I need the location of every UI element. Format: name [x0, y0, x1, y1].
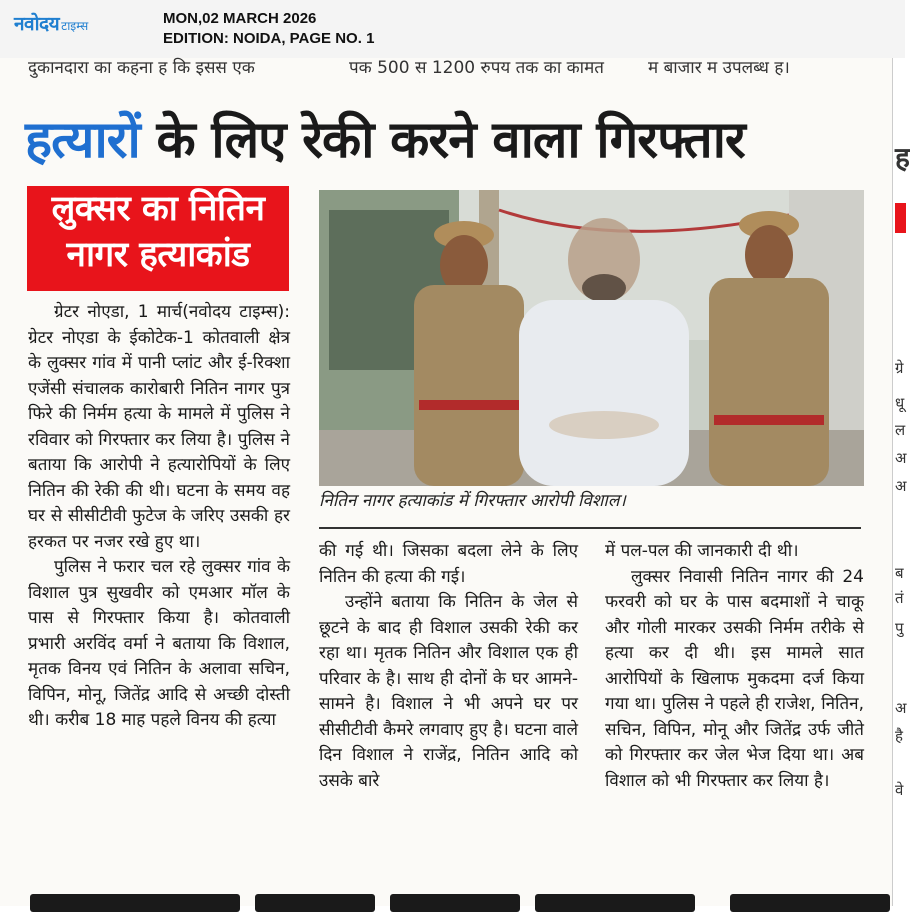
headline-highlight: हत्यारों — [25, 111, 140, 170]
photo-caption: नितिन नागर हत्याकांड में गिरफ्तार आरोपी विशाल। — [319, 491, 626, 511]
edition-line: EDITION: NOIDA, PAGE NO. 1 — [163, 30, 375, 47]
col1-paragraph-2: पुलिस ने फरार चल रहे लुक्सर गांव के विशाल पुत्र सुखवीर को एमआर मॉल के पास से गिरफ्तार किया है। कोतवाली प्रभारी अरविंद वर्मा ने बताया कि विशाल, मृतक विनय एवं नितिन के अलावा सचिन, विपिन, मोनू, जितेंद्र आदि से अच्छी दोस्ती थी। करीब 18 माह पहले विनय की हत्या — [28, 557, 290, 730]
prev-fragment-1: दुकानदारा का कहना ह कि इसस एक — [28, 58, 255, 78]
article-photo — [319, 190, 864, 486]
col2-paragraph-2: उन्होंने बताया कि नितिन के जेल से छूटने के बाद ही विशाल उसकी रेकी कर रहा था। मृतक नितिन और विशाल एक ही परिवार के है। साथ ही दोनों के घर आमने-सामने है। विशाल ने भी अपने घर पर सीसीटीवी कैमरे लगवाए हुए है। घटना वाले दिन विशाल ने राजेंद्र, नितिन आदि को उसके बारे — [319, 592, 578, 791]
strip-fragment: तं — [895, 589, 904, 607]
strip-fragment: है — [895, 727, 903, 745]
police-arrest-photo-icon — [319, 190, 864, 486]
col2-paragraph-1: की गई थी। जिसका बदला लेने के लिए नितिन की हत्या की गई। — [319, 541, 578, 587]
col1-paragraph-1: ग्रेटर नोएडा, 1 मार्च(नवोदय टाइम्स): ग्रेटर नोएडा के ईकोटेक-1 कोतवाली क्षेत्र के लुक्सर गांव में पानी प्लांट और ई-रिक्शा एजेंसी संचालक कारोबारी नितिन नागर पुत्र फिरे की निर्मम हत्या के मामले में पुलिस ने रविवार को गिरफ्तार कर लिया है। पुलिस ने बताया कि आरोपी ने हत्यारोपियों के लिए नितिन की रेकी की थी। घटना के समय वह घर से सीसीटीवी फुटेज के जरिए उसकी हर हरकत पर नजर रखे हुए था। — [28, 302, 290, 552]
strip-fragment: ह — [895, 141, 910, 174]
headline-rest: के लिए रेकी करने वाला गिरफ्तार — [156, 111, 745, 170]
strip-fragment: पु — [895, 619, 904, 637]
strip-fragment: धू — [895, 394, 905, 412]
article-column-1 — [28, 300, 290, 734]
strip-fragment: ग्रे — [895, 359, 904, 377]
col3-paragraph-2: लुक्सर निवासी नितिन नागर की 24 फरवरी को घर के पास बदमाशों ने चाकू और गोली मारकर उसकी निर्मम तरीके से हत्या कर दी थी। इस मामले सात आरोपियों के खिलाफ मुकदमा दर्ज किया गया था। पुलिस ने पहले ही राजेश, नितिन, सचिन, विपिन, मोनू और जितेंद्र उर्फ जीते को गिरफ्तार कर जेल भेज दिया था। अब विशाल को भी गिरफ्तार कर लिया है। — [605, 566, 864, 791]
article-headline — [25, 110, 745, 172]
caption-divider — [319, 527, 861, 529]
subheadline-box — [27, 186, 289, 291]
article-column-3 — [605, 539, 864, 794]
logo-main-text: नवोदय — [14, 13, 60, 35]
logo-sub-text: टाइम्स — [61, 19, 89, 33]
newspaper-logo[interactable] — [14, 10, 88, 36]
subheadline-line-2: नागर हत्याकांड — [66, 235, 250, 275]
strip-red-bar — [895, 203, 906, 233]
newspaper-page — [0, 58, 905, 906]
prev-fragment-2: पक 500 स 1200 रुपय तक का कामत — [349, 58, 604, 78]
strip-fragment: ल — [895, 421, 906, 439]
date-line: MON,02 MARCH 2026 — [163, 10, 317, 27]
adjacent-article-strip — [892, 58, 910, 906]
edition-info — [163, 9, 374, 49]
subheadline-line-1: लुक्सर का नितिन — [51, 189, 265, 229]
strip-fragment: ब — [895, 564, 904, 582]
next-headline-fragment — [30, 888, 895, 908]
edition-header — [0, 0, 905, 58]
article-column-2 — [319, 539, 578, 794]
strip-fragment: वे — [895, 781, 904, 799]
strip-fragment: अ — [895, 699, 907, 717]
col3-paragraph-1: में पल-पल की जानकारी दी थी। — [605, 541, 799, 561]
strip-fragment: अ — [895, 449, 907, 467]
strip-fragment: अ — [895, 477, 907, 495]
prev-fragment-3: म बाजार म उपलब्ध ह। — [648, 58, 790, 78]
